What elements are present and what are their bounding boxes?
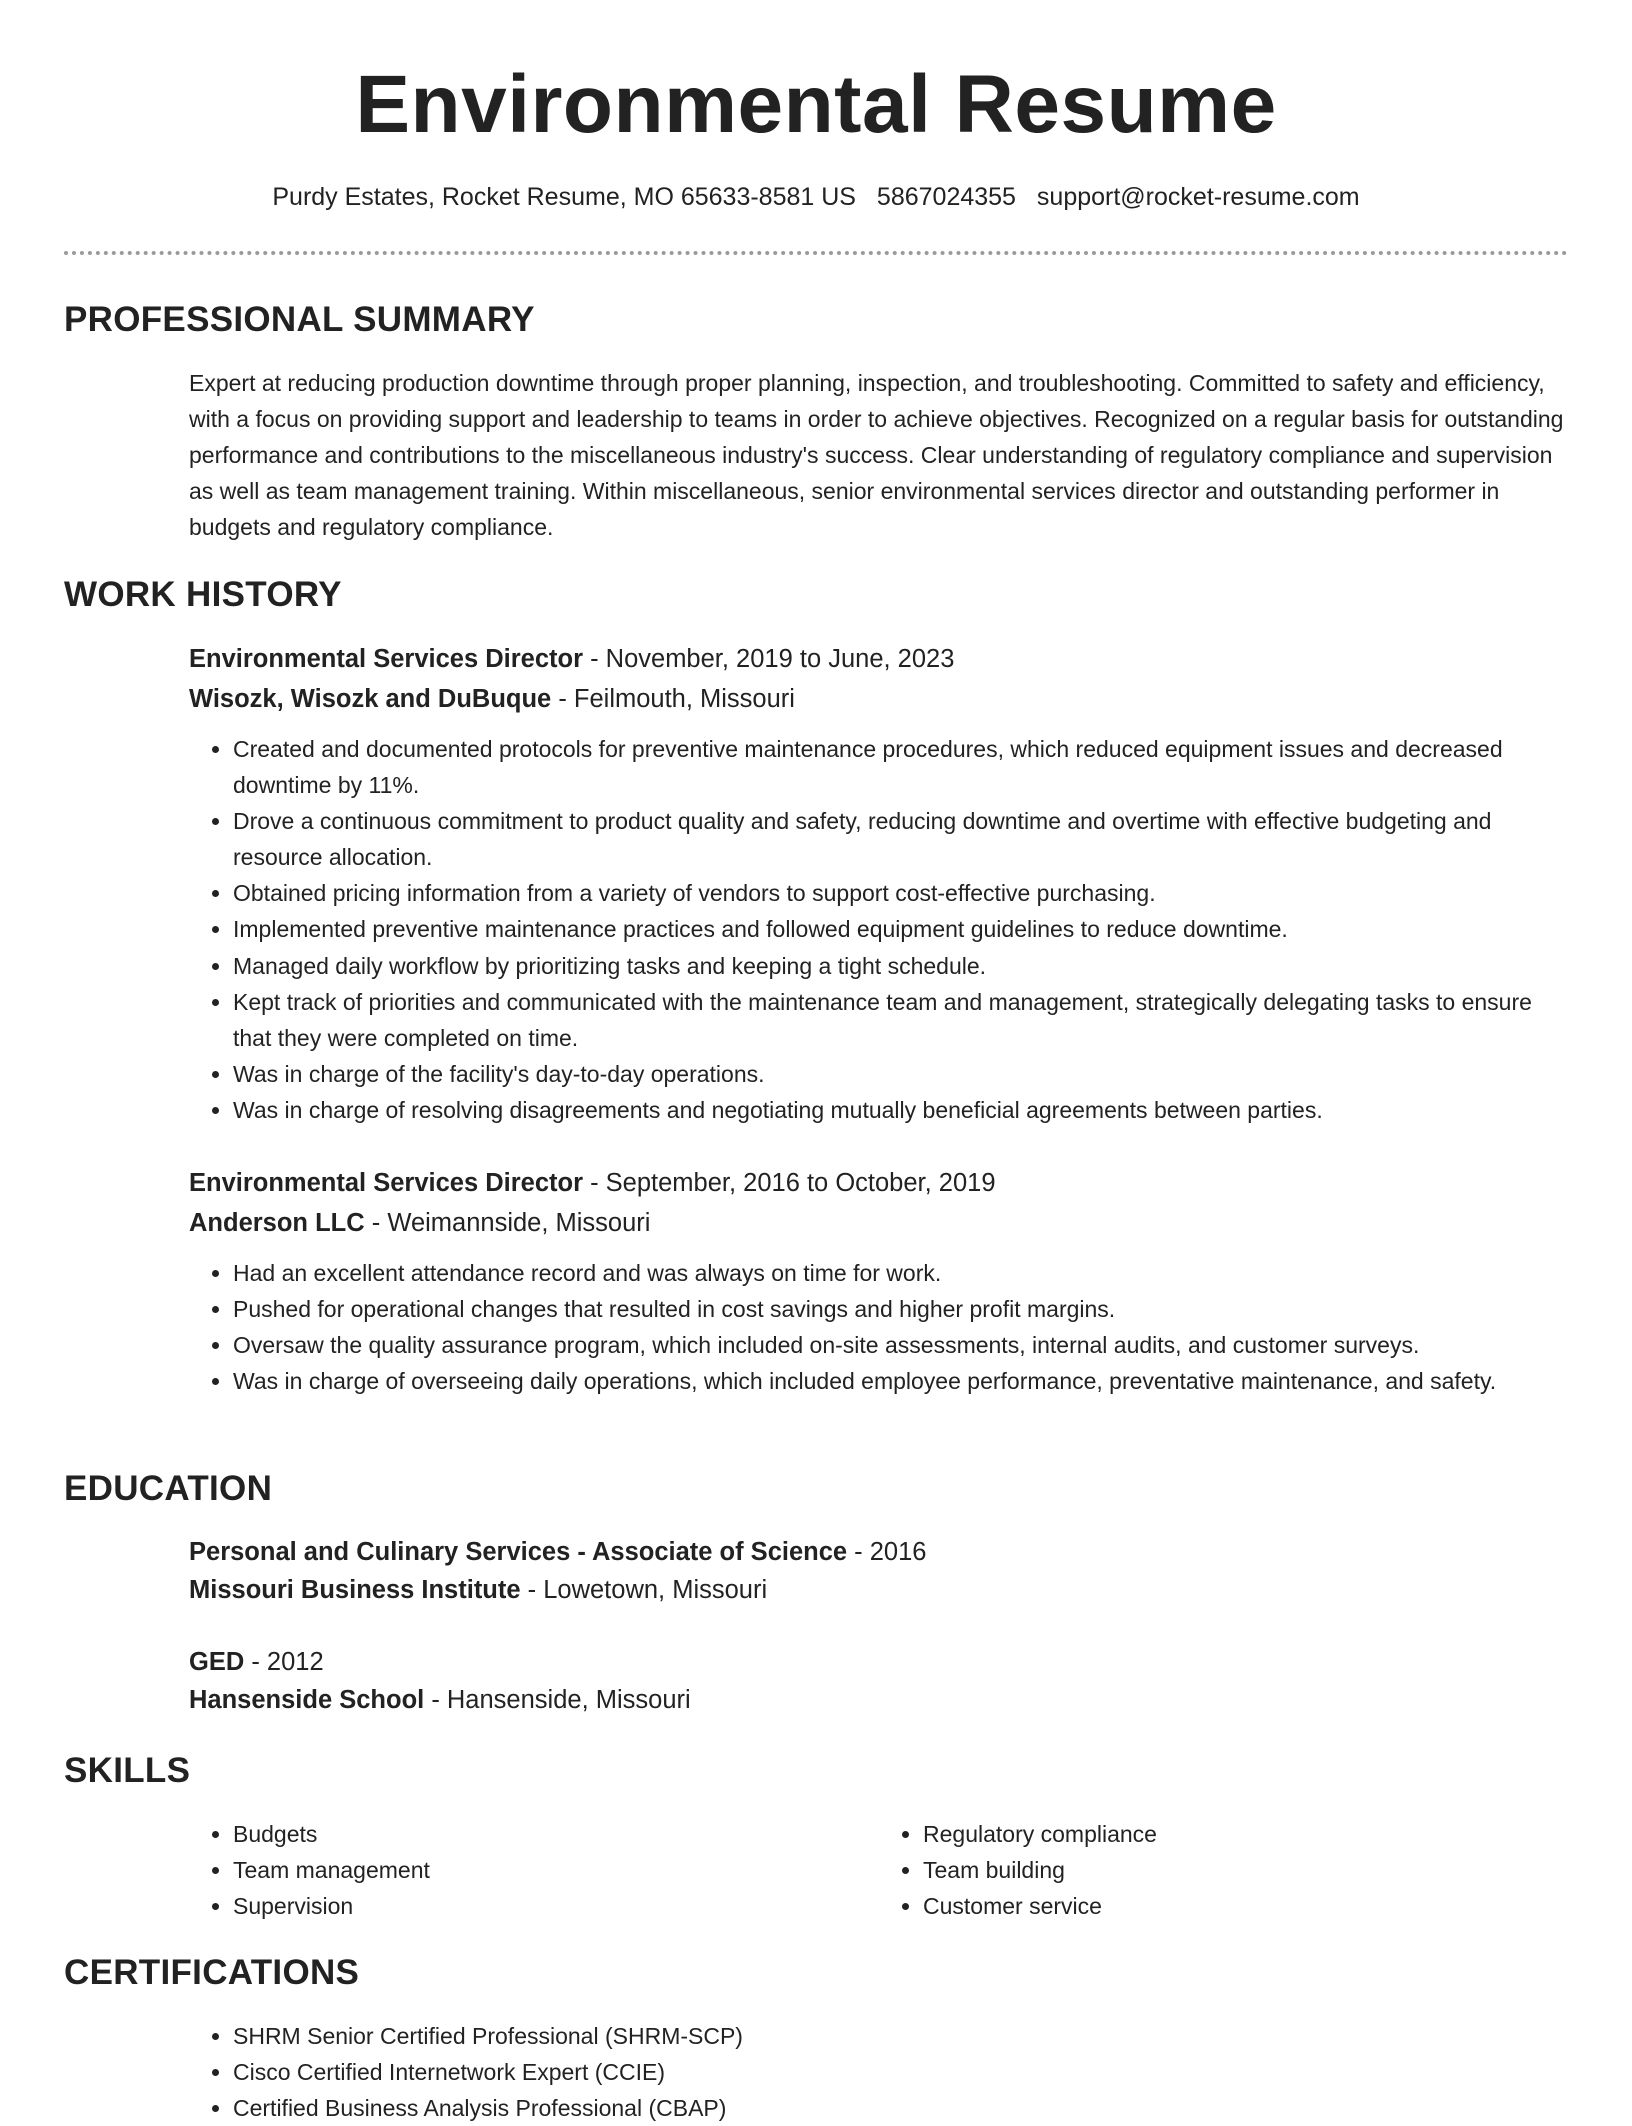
job-entry [189, 1163, 1569, 1399]
education-school-line [189, 1571, 1569, 1609]
list-item: • Created and documented protocols for preventive maintenance procedures, which reduced equipment issues and decreased downtime by 11%. [233, 731, 1569, 803]
education-school: Missouri Business Institute [189, 1576, 521, 1604]
job-dates: - September, 2016 to October, 2019 [583, 1169, 996, 1197]
list-item: • Was in charge of the facility's day-to-day operations. [233, 1056, 1569, 1092]
list-item: • Kept track of priorities and communicated with the maintenance team and management, strategically delegating tasks to ensure that they were completed on time. [233, 984, 1569, 1056]
list-item: • Budgets [233, 1816, 879, 1852]
education-year: - 2012 [244, 1648, 324, 1676]
list-item: • Certified Business Analysis Professional (CBAP) [233, 2090, 1569, 2126]
education-degree-line [189, 1533, 1569, 1571]
job-company-line [189, 679, 1569, 719]
job-bullets [189, 731, 1569, 1128]
certifications-list [189, 2018, 1569, 2126]
list-item: • Obtained pricing information from a variety of vendors to support cost-effective purchasing. [233, 875, 1569, 911]
education-school: Hansenside School [189, 1686, 425, 1714]
summary-heading: PROFESSIONAL SUMMARY [64, 300, 535, 339]
work-history-heading: WORK HISTORY [64, 575, 342, 614]
skills-section [189, 1816, 1569, 1924]
education-entry [189, 1643, 1569, 1719]
education-location: - Lowetown, Missouri [520, 1576, 768, 1604]
job-title-line [189, 1163, 1569, 1203]
list-item: • Cisco Certified Internetwork Expert (CCIE) [233, 2054, 1569, 2090]
list-item: • Had an excellent attendance record and was always on time for work. [233, 1255, 1569, 1291]
job-bullets [189, 1255, 1569, 1399]
education-school-line [189, 1681, 1569, 1719]
contact-phone: 5867024355 [876, 183, 1016, 211]
job-role: Environmental Services Director [189, 1169, 583, 1197]
resume-name: Environmental Resume [355, 59, 1277, 150]
education-degree: GED [189, 1648, 245, 1676]
contact-line [64, 180, 1568, 214]
job-company: Anderson LLC [189, 1209, 365, 1237]
education-location: - Hansenside, Missouri [424, 1686, 691, 1714]
list-item: • Supervision [233, 1888, 879, 1924]
resume-page [64, 0, 1568, 2121]
job-location: - Feilmouth, Missouri [551, 685, 795, 713]
list-item: • Managed daily workflow by prioritizing tasks and keeping a tight schedule. [233, 948, 1569, 984]
education-degree-line [189, 1643, 1569, 1681]
list-item: • Regulatory compliance [923, 1816, 1569, 1852]
job-dates: - November, 2019 to June, 2023 [583, 645, 955, 673]
summary-section [189, 365, 1569, 545]
certifications-heading: CERTIFICATIONS [64, 1953, 360, 1992]
summary-text: Expert at reducing production downtime through proper planning, inspection, and troubleshooting. Committed to safety and efficiency, with a focus on providing support and leadership to teams in order to achieve objectives. Recognized on a regular basis for outstanding performance and contributions to the miscellaneous industry's success. Clear understanding of regulatory compliance and supervision as well as team management training. Within miscellaneous, senior environmental services director and outstanding performer in budgets and regulatory compliance. [189, 370, 1564, 540]
education-degree: Personal and Culinary Services - Associate of Science [189, 1538, 848, 1566]
list-item: • Team building [923, 1852, 1569, 1888]
education-year: - 2016 [847, 1538, 927, 1566]
list-item: • Oversaw the quality assurance program, which included on-site assessments, internal audits, and customer surveys. [233, 1327, 1569, 1363]
job-company: Wisozk, Wisozk and DuBuque [189, 685, 552, 713]
skills-grid [189, 1816, 1569, 1924]
contact-email: support@rocket-resume.com [1036, 183, 1360, 211]
education-entry [189, 1533, 1569, 1609]
job-location: - Weimannside, Missouri [364, 1209, 651, 1237]
job-role: Environmental Services Director [189, 645, 583, 673]
list-item: • Customer service [923, 1888, 1569, 1924]
job-company-line [189, 1203, 1569, 1243]
header-divider [64, 251, 1568, 255]
certifications-section [189, 2018, 1569, 2126]
job-entry [189, 639, 1569, 1128]
list-item: • Implemented preventive maintenance practices and followed equipment guidelines to reduce downtime. [233, 911, 1569, 948]
list-item: • Pushed for operational changes that resulted in cost savings and higher profit margins. [233, 1291, 1569, 1327]
list-item: • Was in charge of resolving disagreements and negotiating mutually beneficial agreements between parties. [233, 1092, 1569, 1128]
skills-list-left [189, 1816, 879, 1924]
list-item: • Was in charge of overseeing daily operations, which included employee performance, preventative maintenance, and safety. [233, 1363, 1569, 1399]
skills-list-right [879, 1816, 1569, 1924]
contact-address: Purdy Estates, Rocket Resume, MO 65633-8581 US [272, 183, 856, 211]
job-title-line [189, 639, 1569, 679]
list-item: • Drove a continuous commitment to product quality and safety, reducing downtime and overtime with effective budgeting and resource allocation. [233, 803, 1569, 875]
list-item: • Team management [233, 1852, 879, 1888]
education-heading: EDUCATION [64, 1469, 273, 1508]
skills-heading: SKILLS [64, 1751, 191, 1790]
list-item: • SHRM Senior Certified Professional (SHRM-SCP) [233, 2018, 1569, 2054]
